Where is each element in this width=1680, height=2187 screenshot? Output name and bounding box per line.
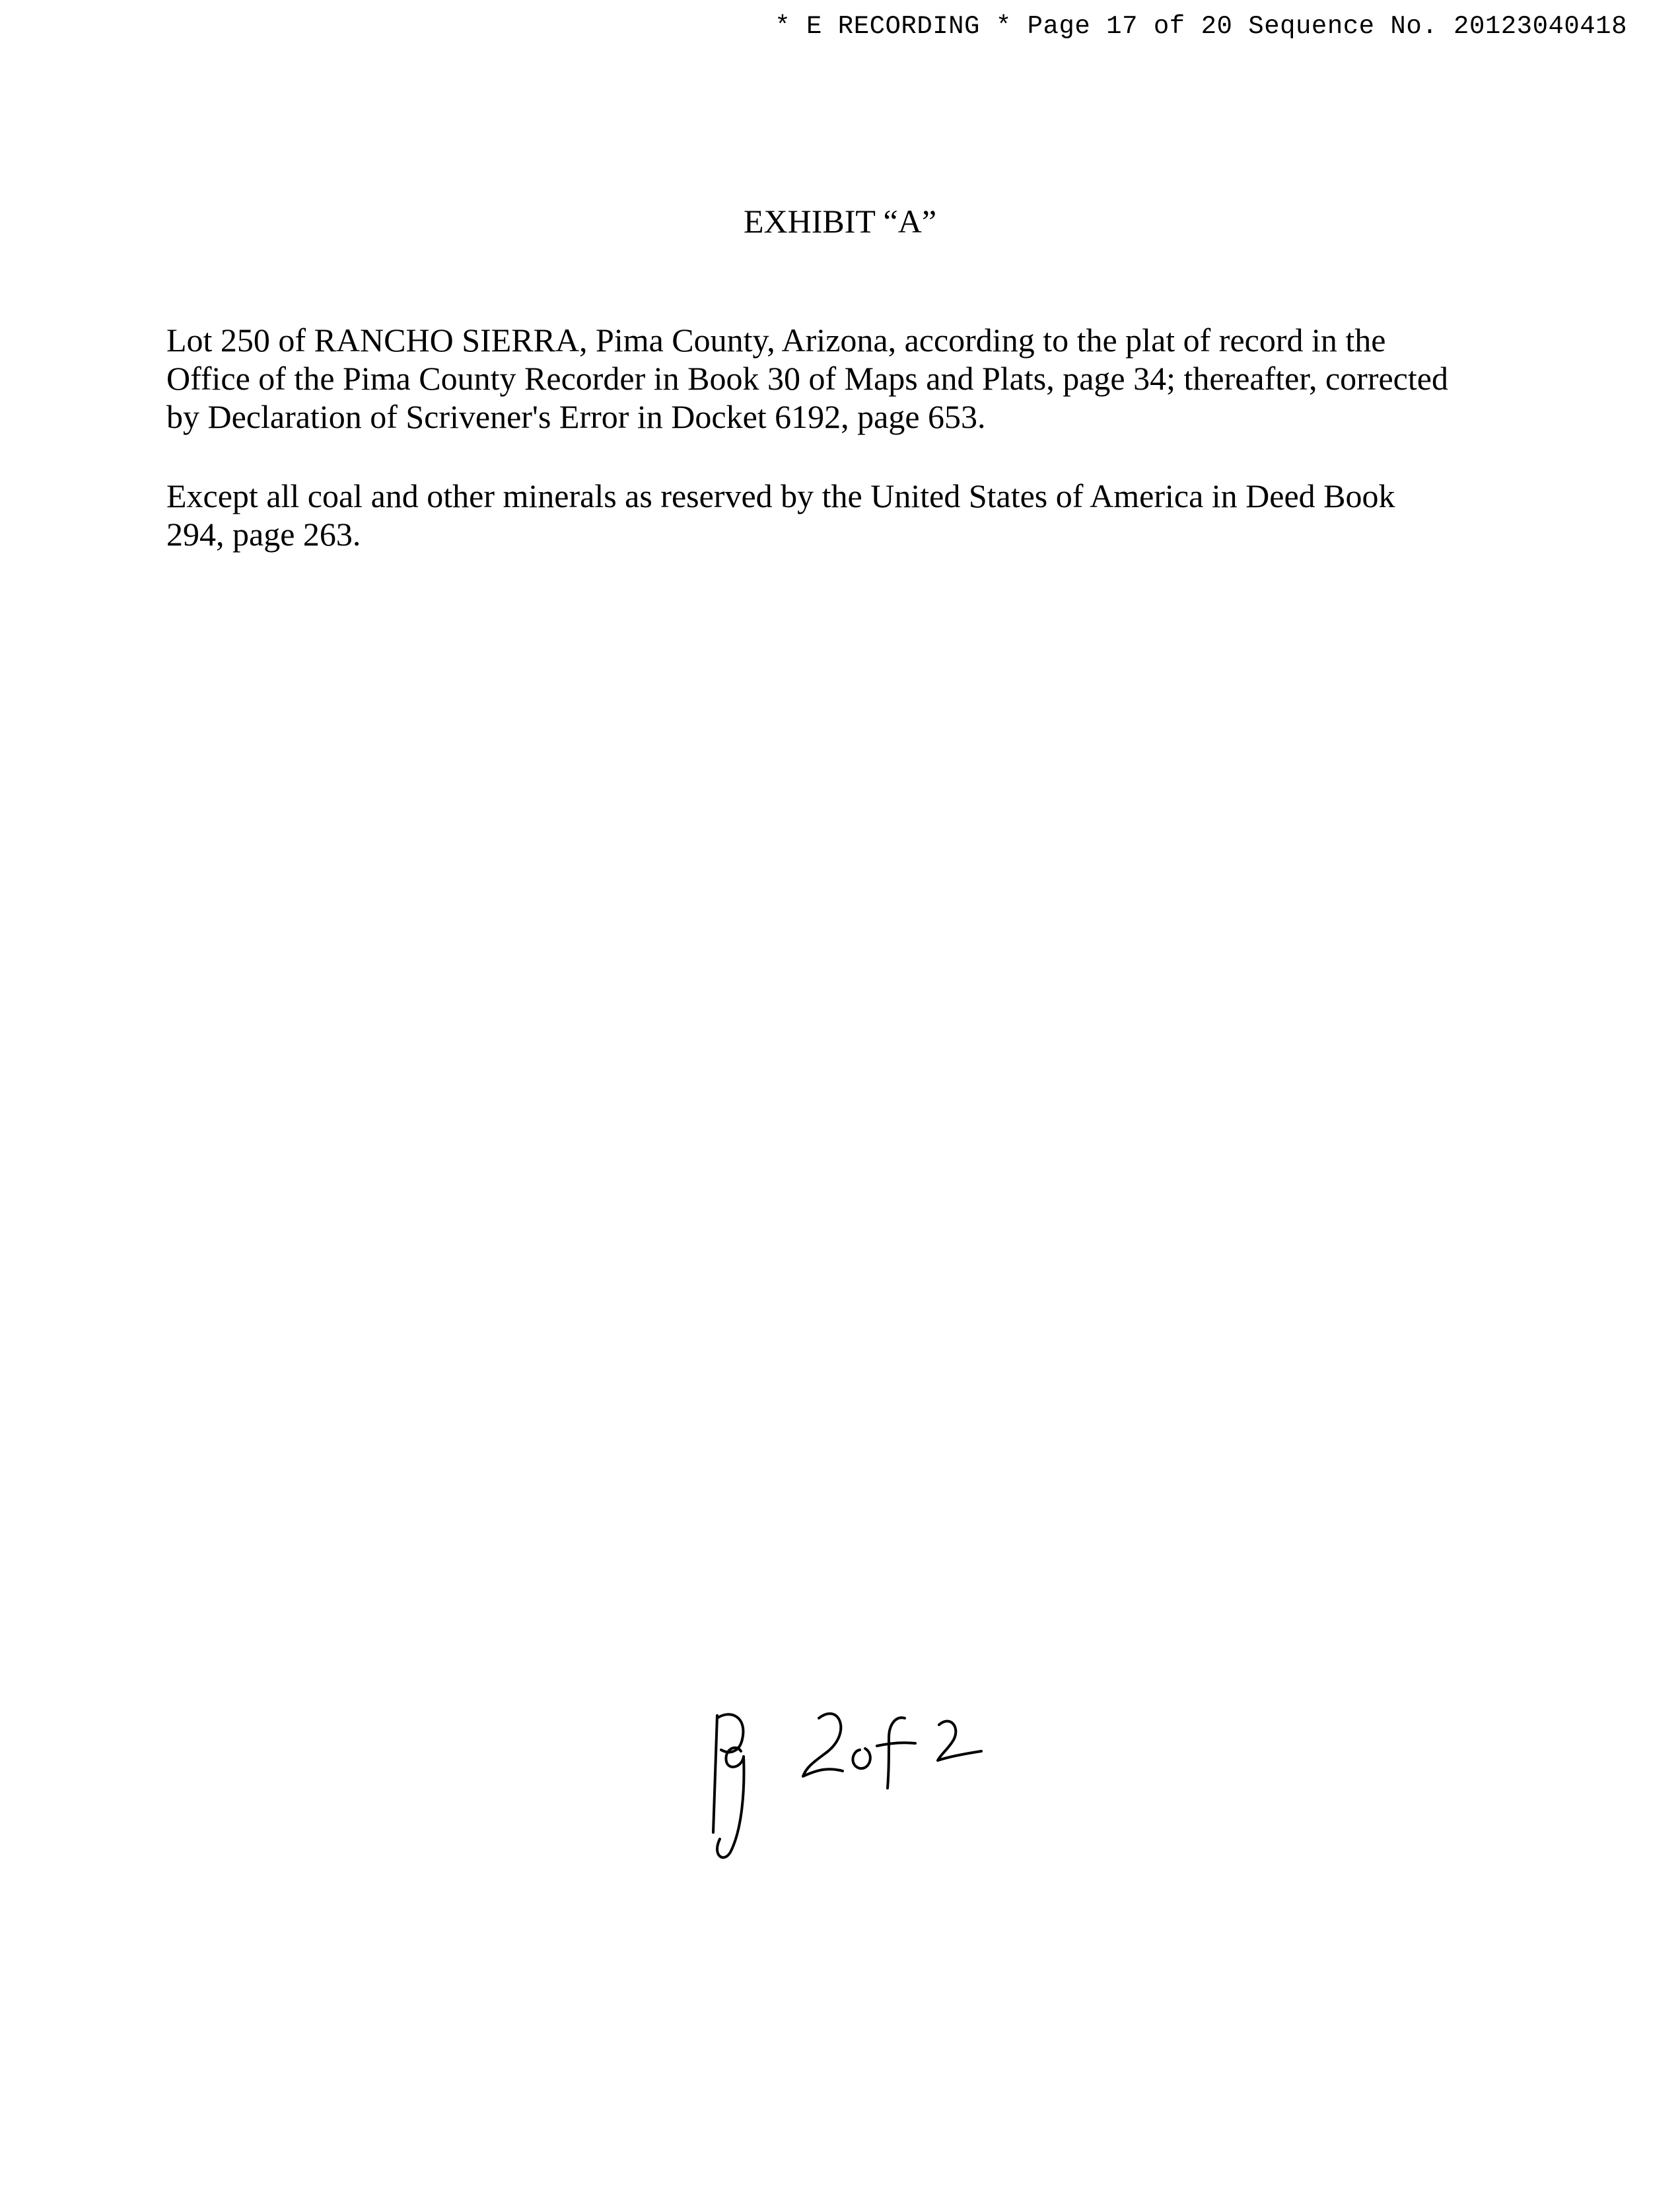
handwritten-page-note: [687, 1677, 1030, 1875]
recording-stamp: * E RECORDING * Page 17 of 20 Sequence No. 20123040418: [775, 12, 1627, 41]
paragraph-line: Except all coal and other minerals as reserved by the United States of America in Deed Book: [166, 477, 1395, 514]
legal-description-paragraph: [166, 321, 1500, 436]
paragraph-line: by Declaration of Scrivener's Error in Docket 6192, page 653.: [166, 398, 986, 435]
paragraph-line: 294, page 263.: [166, 516, 361, 553]
paragraph-line: Office of the Pima County Recorder in Book 30 of Maps and Plats, page 34; thereafter, corrected: [166, 360, 1448, 397]
exhibit-title: EXHIBIT “A”: [743, 203, 937, 240]
paragraph-line: Lot 250 of RANCHO SIERRA, Pima County, Arizona, according to the plat of record in the: [166, 322, 1386, 359]
mineral-exception-paragraph: [166, 477, 1500, 553]
